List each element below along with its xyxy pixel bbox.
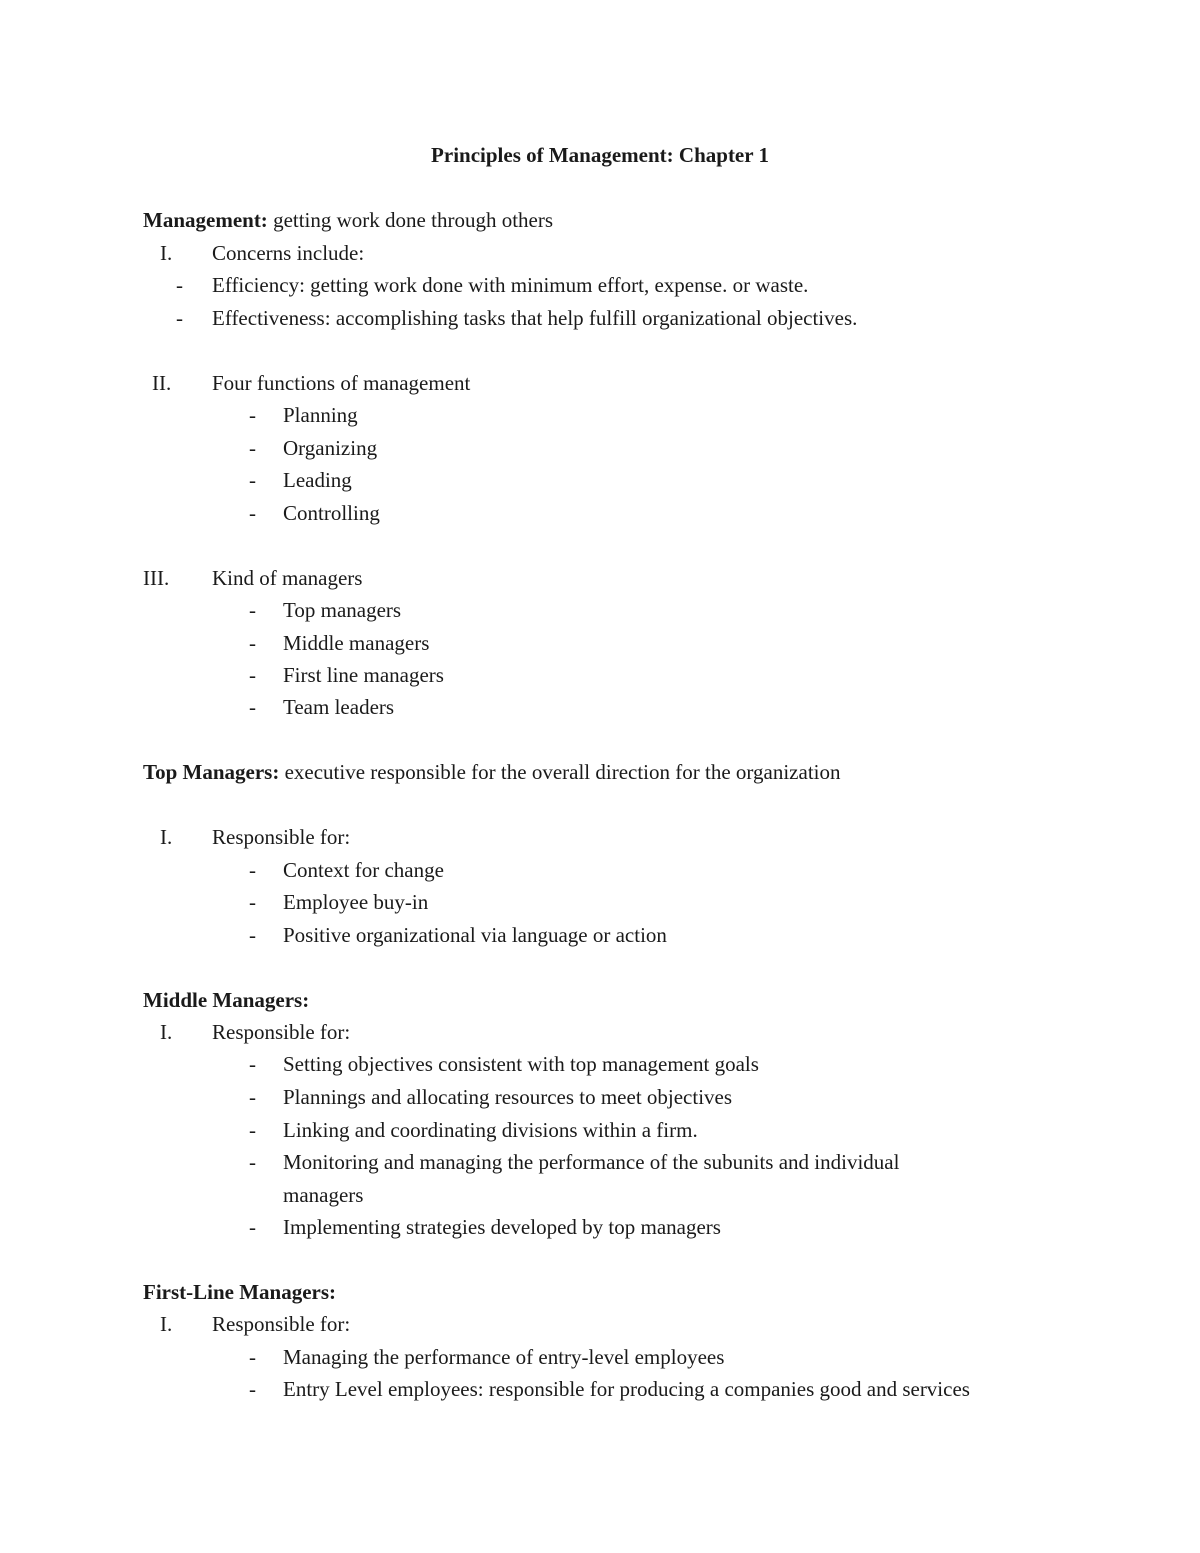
outline-numeral: I. <box>160 1312 173 1336</box>
list-dash: - <box>249 1052 256 1076</box>
list-item: Leading <box>283 468 352 492</box>
responsible-heading: Responsible for: <box>212 1020 351 1044</box>
list-dash: - <box>249 1377 256 1401</box>
list-item-continuation: managers <box>283 1183 364 1207</box>
list-dash: - <box>249 598 256 622</box>
list-item: Team leaders <box>283 695 395 719</box>
list-dash: - <box>249 858 256 882</box>
first-line-managers-heading: First-Line Managers: <box>143 1280 337 1304</box>
list-item: Entry Level employees: responsible for producing a companies good and services <box>283 1377 970 1401</box>
list-item: Managing the performance of entry-level employees <box>283 1345 725 1369</box>
list-dash: - <box>176 273 183 297</box>
outline-numeral: III. <box>143 566 170 590</box>
list-item: Positive organizational via language or action <box>283 923 667 947</box>
list-dash: - <box>249 1085 256 1109</box>
functions-heading: Four functions of management <box>212 371 471 395</box>
outline-numeral: I. <box>160 241 173 265</box>
outline-numeral: II. <box>152 371 172 395</box>
list-item: Setting objectives consistent with top management goals <box>283 1052 759 1076</box>
list-dash: - <box>249 1345 256 1369</box>
concerns-heading: Concerns include: <box>212 241 365 265</box>
list-item: Efficiency: getting work done with minimum effort, expense. or waste. <box>212 273 809 297</box>
middle-managers-heading: Middle Managers: <box>143 988 310 1012</box>
list-dash: - <box>249 631 256 655</box>
list-item: Implementing strategies developed by top managers <box>283 1215 721 1239</box>
list-dash: - <box>249 436 256 460</box>
list-dash: - <box>249 663 256 687</box>
list-dash: - <box>249 1150 256 1174</box>
list-dash: - <box>249 403 256 427</box>
list-dash: - <box>249 923 256 947</box>
management-definition-line <box>143 207 553 233</box>
responsible-heading: Responsible for: <box>212 825 351 849</box>
list-item: Employee buy-in <box>283 890 429 914</box>
outline-numeral: I. <box>160 1020 173 1044</box>
kinds-heading: Kind of managers <box>212 566 363 590</box>
list-item: Controlling <box>283 501 380 525</box>
page-title: Principles of Management: Chapter 1 <box>431 143 769 167</box>
list-item: First line managers <box>283 663 444 687</box>
outline-numeral: I. <box>160 825 173 849</box>
list-dash: - <box>249 1215 256 1239</box>
list-item: Middle managers <box>283 631 430 655</box>
list-item: Monitoring and managing the performance of the subunits and individual <box>283 1150 900 1174</box>
management-term: Management: <box>143 208 268 232</box>
top-managers-term: Top Managers: <box>143 760 280 784</box>
top-managers-definition: executive responsible for the overall direction for the organization <box>279 760 841 784</box>
list-dash: - <box>176 306 183 330</box>
list-item: Effectiveness: accomplishing tasks that help fulfill organizational objectives. <box>212 306 858 330</box>
list-item: Organizing <box>283 436 378 460</box>
list-dash: - <box>249 468 256 492</box>
list-item: Linking and coordinating divisions within a firm. <box>283 1118 698 1142</box>
list-dash: - <box>249 695 256 719</box>
responsible-heading: Responsible for: <box>212 1312 351 1336</box>
list-dash: - <box>249 501 256 525</box>
list-dash: - <box>249 1118 256 1142</box>
top-managers-definition-line <box>143 759 840 785</box>
list-item: Plannings and allocating resources to meet objectives <box>283 1085 733 1109</box>
list-item: Context for change <box>283 858 444 882</box>
list-item: Planning <box>283 403 358 427</box>
list-dash: - <box>249 890 256 914</box>
list-item: Top managers <box>283 598 402 622</box>
management-definition: getting work done through others <box>267 208 554 232</box>
